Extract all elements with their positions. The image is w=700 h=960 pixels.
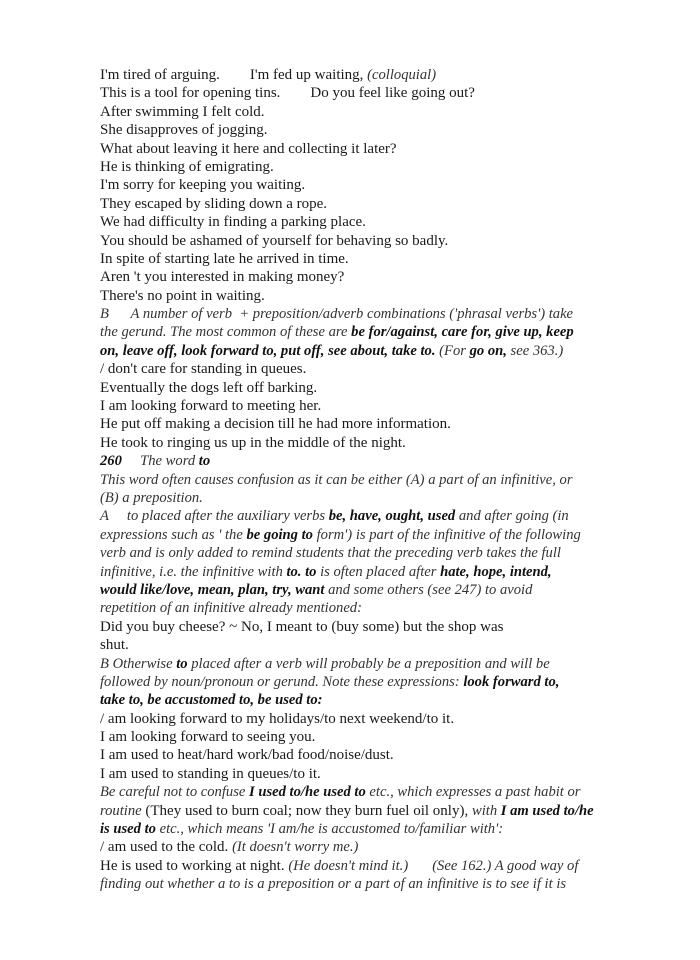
explanation-line: take to, be accustomed to, be used to:	[100, 692, 323, 709]
example-line: / am looking forward to my holidays/to next weekend/to it.	[100, 710, 455, 727]
example-line: Did you buy cheese? ~ No, I meant to (buy some) but the shop was	[100, 618, 504, 635]
explanation-line: finding out whether a to is a preposition or a part of an infinitive is to see if it is	[100, 876, 567, 893]
example-line: What about leaving it here and collecting it later?	[100, 140, 397, 157]
example-line: Eventually the dogs left off barking.	[100, 379, 318, 396]
explanation-line: on, leave off, look forward to, put off, see about, take to. (For go on, see 363.)	[100, 342, 564, 359]
explanation-line: expressions such as ' the be going to form') is part of the infinitive of the following	[100, 526, 581, 543]
example-line: He put off making a decision till he had more information.	[100, 416, 451, 433]
example-line: I am used to standing in queues/to it.	[100, 765, 321, 782]
explanation-line: A to placed after the auxiliary verbs be, have, ought, used and after going (in	[100, 508, 569, 525]
explanation-line: This word often causes confusion as it can be either (A) a part of an infinitive, or	[100, 471, 573, 488]
explanation-line: verb and is only added to remind students that the preceding verb takes the full	[100, 545, 561, 562]
explanation-line: would like/love, mean, plan, try, want and some others (see 247) to avoid	[100, 581, 533, 598]
example-line: / am used to the cold. (It doesn't worry me.)	[100, 839, 359, 856]
example-line: This is a tool for opening tins. Do you feel like going out?	[100, 85, 475, 102]
example-line: You should be ashamed of yourself for behaving so badly.	[100, 232, 449, 249]
explanation-line: (B) a preposition.	[100, 489, 203, 506]
mixed-line: routine (They used to burn coal; now they burn fuel oil only), with I am used to/he	[100, 802, 594, 819]
example-line: They escaped by sliding down a rope.	[100, 195, 328, 212]
example-line: In spite of starting late he arrived in time.	[100, 250, 349, 267]
example-line: We had difficulty in finding a parking place.	[100, 214, 366, 231]
example-line: He is thinking of emigrating.	[100, 158, 274, 175]
example-line: I am looking forward to seeing you.	[100, 729, 316, 746]
example-line: I'm tired of arguing. I'm fed up waiting, (colloquial)	[100, 67, 437, 83]
explanation-line: B A number of verb + preposition/adverb combinations ('phrasal verbs') take	[100, 306, 574, 323]
example-line: I am looking forward to meeting her.	[100, 398, 322, 415]
example-line: After swimming I felt cold.	[100, 103, 265, 120]
example-line: I'm sorry for keeping you waiting.	[100, 177, 306, 194]
explanation-line: infinitive, i.e. the infinitive with to. to is often placed after hate, hope, intend,	[100, 563, 552, 580]
explanation-line: repetition of an infinitive already mentioned:	[100, 600, 362, 617]
example-line: She disapproves of jogging.	[100, 122, 268, 139]
example-line: Aren 't you interested in making money?	[100, 269, 345, 286]
example-line: shut.	[100, 637, 129, 654]
explanation-line: followed by noun/pronoun or gerund. Note these expressions: look forward to,	[100, 673, 560, 690]
example-line: There's no point in waiting.	[100, 287, 265, 304]
explanation-line: is used to etc., which means 'I am/he is accustomed to/familiar with':	[100, 821, 504, 838]
explanation-line: the gerund. The most common of these are be for/against, care for, give up, keep	[100, 324, 574, 341]
document-page	[100, 66, 660, 894]
example-line: / don't care for standing in queues.	[100, 361, 307, 378]
section-heading: 260 The word to	[100, 453, 211, 470]
example-line: He is used to working at night. (He doesn't mind it.) (See 162.) A good way of	[100, 857, 579, 874]
example-line: He took to ringing us up in the middle of the night.	[100, 434, 406, 451]
explanation-line: B Otherwise to placed after a verb will probably be a preposition and will be	[100, 655, 550, 672]
explanation-line: Be careful not to confuse I used to/he used to etc., which expresses a past habit or	[100, 784, 581, 801]
example-line: I am used to heat/hard work/bad food/noise/dust.	[100, 747, 394, 764]
